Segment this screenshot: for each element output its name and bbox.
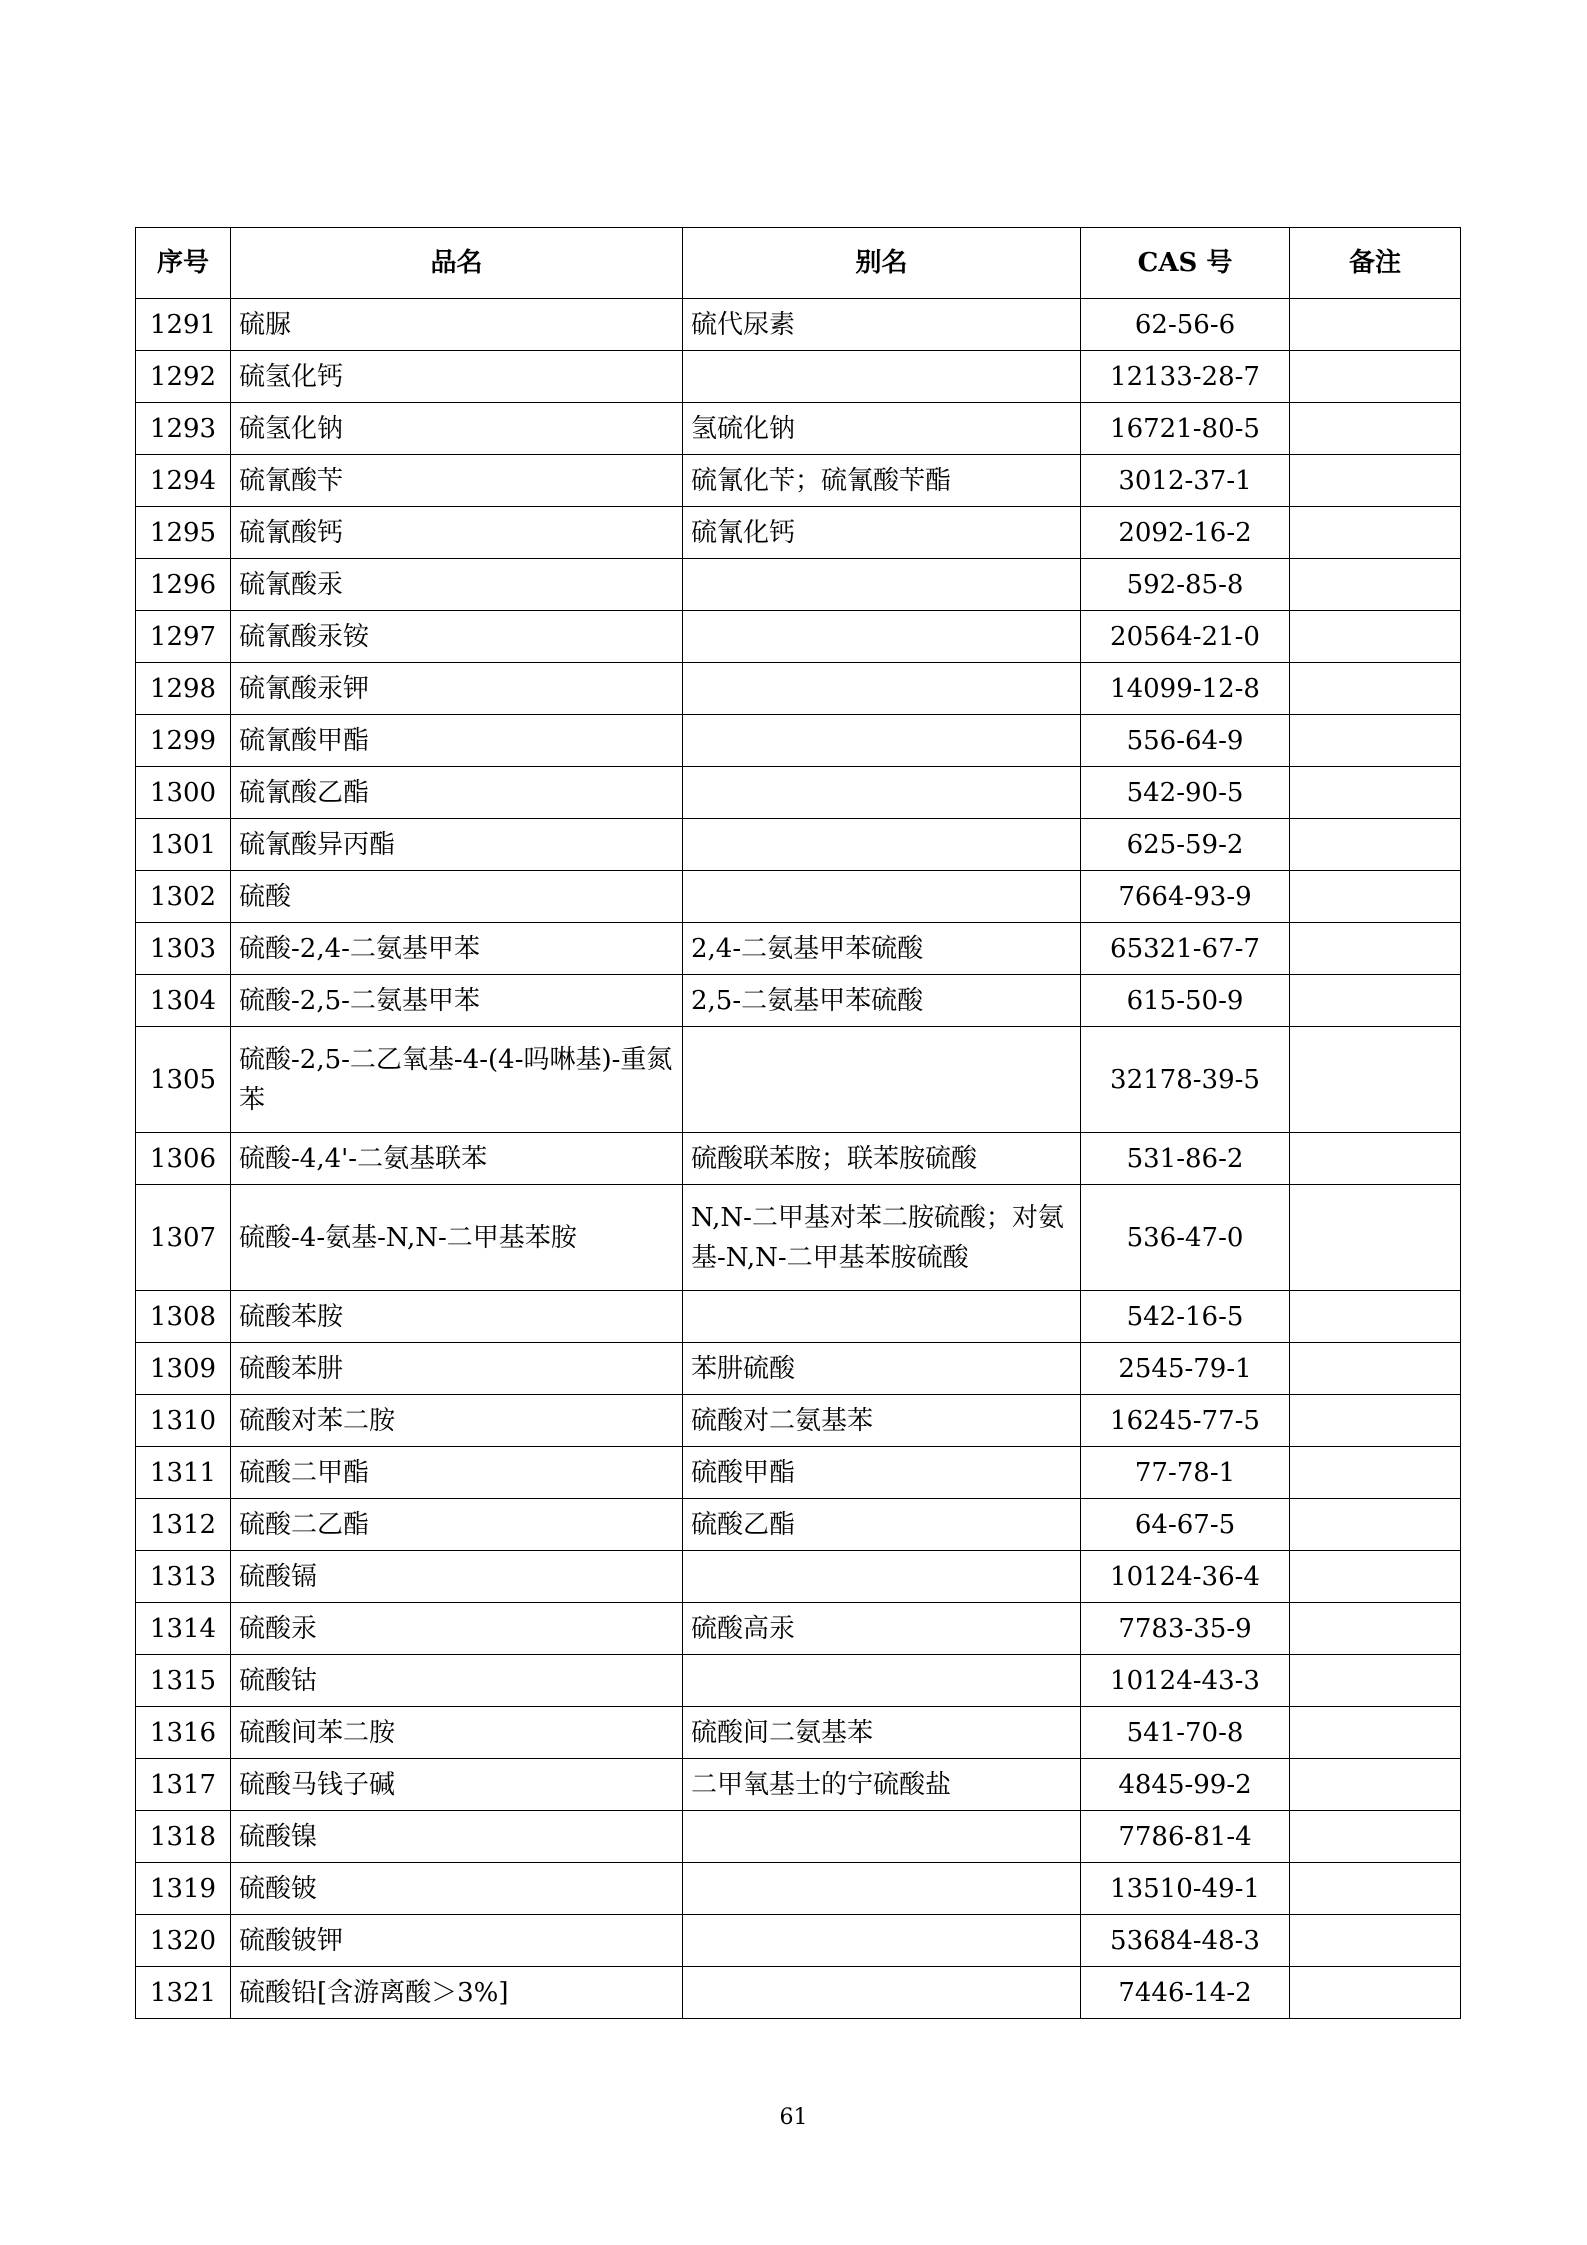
- cell-remarks: [1290, 1395, 1461, 1447]
- cell-product-name: 硫酸-2,5-二氨基甲苯: [231, 975, 683, 1027]
- cell-product-name: 硫酸钴: [231, 1655, 683, 1707]
- table-row: [136, 819, 1461, 871]
- cell-remarks: [1290, 715, 1461, 767]
- table-row: [136, 1133, 1461, 1185]
- cell-alias: [683, 1291, 1081, 1343]
- cell-alias: [683, 1915, 1081, 1967]
- cell-remarks: [1290, 663, 1461, 715]
- cell-product-name: 硫氰酸汞铵: [231, 611, 683, 663]
- cell-remarks: [1290, 1603, 1461, 1655]
- cell-alias: 苯肼硫酸: [683, 1343, 1081, 1395]
- cell-cas-number: 4845-99-2: [1081, 1759, 1290, 1811]
- cell-cas-number: 12133-28-7: [1081, 351, 1290, 403]
- cell-product-name: 硫氰酸汞: [231, 559, 683, 611]
- cell-serial-number: 1295: [136, 507, 231, 559]
- cell-alias: 硫酸乙酯: [683, 1499, 1081, 1551]
- cell-remarks: [1290, 1551, 1461, 1603]
- cell-alias: [683, 663, 1081, 715]
- header-remarks: 备注: [1290, 228, 1461, 299]
- cell-serial-number: 1311: [136, 1447, 231, 1499]
- cell-product-name: 硫酸-2,5-二乙氧基-4-(4-吗啉基)-重氮苯: [231, 1027, 683, 1133]
- cell-cas-number: 556-64-9: [1081, 715, 1290, 767]
- cell-product-name: 硫氰酸汞钾: [231, 663, 683, 715]
- cell-remarks: [1290, 1291, 1461, 1343]
- cell-remarks: [1290, 559, 1461, 611]
- cell-alias: [683, 1811, 1081, 1863]
- cell-cas-number: 65321-67-7: [1081, 923, 1290, 975]
- cell-remarks: [1290, 871, 1461, 923]
- table-row: [136, 975, 1461, 1027]
- cell-cas-number: 7783-35-9: [1081, 1603, 1290, 1655]
- cell-alias: [683, 1655, 1081, 1707]
- cell-serial-number: 1296: [136, 559, 231, 611]
- cell-remarks: [1290, 611, 1461, 663]
- cell-product-name: 硫酸马钱子碱: [231, 1759, 683, 1811]
- table-row: [136, 715, 1461, 767]
- cell-product-name: 硫氰酸异丙酯: [231, 819, 683, 871]
- table-row: [136, 1759, 1461, 1811]
- cell-cas-number: 32178-39-5: [1081, 1027, 1290, 1133]
- cell-remarks: [1290, 1027, 1461, 1133]
- cell-serial-number: 1316: [136, 1707, 231, 1759]
- table-row: [136, 1343, 1461, 1395]
- cell-alias: [683, 351, 1081, 403]
- cell-cas-number: 615-50-9: [1081, 975, 1290, 1027]
- cell-cas-number: 77-78-1: [1081, 1447, 1290, 1499]
- cell-remarks: [1290, 1863, 1461, 1915]
- cell-cas-number: 62-56-6: [1081, 299, 1290, 351]
- cell-alias: [683, 559, 1081, 611]
- cell-alias: [683, 1967, 1081, 2019]
- cell-product-name: 硫酸铅[含游离酸＞3%]: [231, 1967, 683, 2019]
- cell-remarks: [1290, 507, 1461, 559]
- cell-cas-number: 542-90-5: [1081, 767, 1290, 819]
- table-row: [136, 1655, 1461, 1707]
- cell-remarks: [1290, 975, 1461, 1027]
- cell-alias: 硫酸甲酯: [683, 1447, 1081, 1499]
- cell-product-name: 硫酸二甲酯: [231, 1447, 683, 1499]
- cell-alias: 氢硫化钠: [683, 403, 1081, 455]
- cell-serial-number: 1318: [136, 1811, 231, 1863]
- cell-remarks: [1290, 455, 1461, 507]
- cell-cas-number: 7664-93-9: [1081, 871, 1290, 923]
- cell-serial-number: 1320: [136, 1915, 231, 1967]
- cell-alias: 硫氰化钙: [683, 507, 1081, 559]
- header-cas-number: CAS 号: [1081, 228, 1290, 299]
- cell-remarks: [1290, 923, 1461, 975]
- cell-remarks: [1290, 1915, 1461, 1967]
- cell-alias: 2,4-二氨基甲苯硫酸: [683, 923, 1081, 975]
- table-row: [136, 1551, 1461, 1603]
- header-alias: 别名: [683, 228, 1081, 299]
- cell-cas-number: 13510-49-1: [1081, 1863, 1290, 1915]
- table-row: [136, 299, 1461, 351]
- cell-remarks: [1290, 767, 1461, 819]
- cell-cas-number: 541-70-8: [1081, 1707, 1290, 1759]
- table-row: [136, 1185, 1461, 1291]
- cell-serial-number: 1313: [136, 1551, 231, 1603]
- cell-serial-number: 1305: [136, 1027, 231, 1133]
- table-row: [136, 1811, 1461, 1863]
- cell-cas-number: 10124-43-3: [1081, 1655, 1290, 1707]
- cell-serial-number: 1293: [136, 403, 231, 455]
- cell-cas-number: 542-16-5: [1081, 1291, 1290, 1343]
- cell-serial-number: 1308: [136, 1291, 231, 1343]
- cell-cas-number: 16721-80-5: [1081, 403, 1290, 455]
- table-row: [136, 1707, 1461, 1759]
- cell-alias: 硫酸对二氨基苯: [683, 1395, 1081, 1447]
- header-serial-number: 序号: [136, 228, 231, 299]
- cell-alias: 硫氰化苄；硫氰酸苄酯: [683, 455, 1081, 507]
- cell-alias: 2,5-二氨基甲苯硫酸: [683, 975, 1081, 1027]
- table-row: [136, 767, 1461, 819]
- cell-alias: N,N-二甲基对苯二胺硫酸；对氨基-N,N-二甲基苯胺硫酸: [683, 1185, 1081, 1291]
- table-row: [136, 403, 1461, 455]
- table-row: [136, 1499, 1461, 1551]
- cell-cas-number: 2092-16-2: [1081, 507, 1290, 559]
- table-row: [136, 1395, 1461, 1447]
- cell-alias: [683, 767, 1081, 819]
- cell-serial-number: 1304: [136, 975, 231, 1027]
- cell-alias: 硫酸间二氨基苯: [683, 1707, 1081, 1759]
- table-row: [136, 1915, 1461, 1967]
- cell-alias: [683, 611, 1081, 663]
- cell-remarks: [1290, 1185, 1461, 1291]
- cell-remarks: [1290, 1707, 1461, 1759]
- cell-remarks: [1290, 1759, 1461, 1811]
- cell-cas-number: 64-67-5: [1081, 1499, 1290, 1551]
- table-row: [136, 871, 1461, 923]
- cell-serial-number: 1300: [136, 767, 231, 819]
- cell-product-name: 硫酸汞: [231, 1603, 683, 1655]
- cell-serial-number: 1301: [136, 819, 231, 871]
- cell-serial-number: 1291: [136, 299, 231, 351]
- cell-product-name: 硫氰酸乙酯: [231, 767, 683, 819]
- cell-product-name: 硫酸间苯二胺: [231, 1707, 683, 1759]
- cell-product-name: 硫酸: [231, 871, 683, 923]
- cell-serial-number: 1303: [136, 923, 231, 975]
- cell-serial-number: 1310: [136, 1395, 231, 1447]
- cell-product-name: 硫氢化钠: [231, 403, 683, 455]
- cell-product-name: 硫氰酸甲酯: [231, 715, 683, 767]
- cell-serial-number: 1292: [136, 351, 231, 403]
- table-row: [136, 1447, 1461, 1499]
- cell-cas-number: 14099-12-8: [1081, 663, 1290, 715]
- cell-remarks: [1290, 351, 1461, 403]
- table-row: [136, 559, 1461, 611]
- cell-remarks: [1290, 1133, 1461, 1185]
- cell-serial-number: 1314: [136, 1603, 231, 1655]
- cell-cas-number: 20564-21-0: [1081, 611, 1290, 663]
- table-row: [136, 507, 1461, 559]
- cell-cas-number: 625-59-2: [1081, 819, 1290, 871]
- cell-serial-number: 1307: [136, 1185, 231, 1291]
- table-header-row: [136, 228, 1461, 299]
- table-row: [136, 1291, 1461, 1343]
- cell-alias: [683, 1027, 1081, 1133]
- cell-cas-number: 3012-37-1: [1081, 455, 1290, 507]
- chemicals-table: [135, 227, 1461, 2019]
- cell-serial-number: 1302: [136, 871, 231, 923]
- cell-cas-number: 531-86-2: [1081, 1133, 1290, 1185]
- cell-serial-number: 1319: [136, 1863, 231, 1915]
- cell-product-name: 硫酸-2,4-二氨基甲苯: [231, 923, 683, 975]
- cell-cas-number: 2545-79-1: [1081, 1343, 1290, 1395]
- cell-product-name: 硫氰酸苄: [231, 455, 683, 507]
- cell-product-name: 硫酸镉: [231, 1551, 683, 1603]
- cell-remarks: [1290, 1655, 1461, 1707]
- cell-remarks: [1290, 819, 1461, 871]
- cell-alias: [683, 1551, 1081, 1603]
- cell-serial-number: 1321: [136, 1967, 231, 2019]
- cell-product-name: 硫酸苯胺: [231, 1291, 683, 1343]
- cell-product-name: 硫酸铍钾: [231, 1915, 683, 1967]
- cell-serial-number: 1315: [136, 1655, 231, 1707]
- table-row: [136, 1027, 1461, 1133]
- cell-remarks: [1290, 1811, 1461, 1863]
- cell-cas-number: 10124-36-4: [1081, 1551, 1290, 1603]
- cell-cas-number: 536-47-0: [1081, 1185, 1290, 1291]
- cell-alias: [683, 1863, 1081, 1915]
- cell-product-name: 硫酸二乙酯: [231, 1499, 683, 1551]
- cell-product-name: 硫酸-4,4'-二氨基联苯: [231, 1133, 683, 1185]
- table-row: [136, 611, 1461, 663]
- cell-serial-number: 1309: [136, 1343, 231, 1395]
- cell-cas-number: 53684-48-3: [1081, 1915, 1290, 1967]
- table-row: [136, 923, 1461, 975]
- table-row: [136, 1603, 1461, 1655]
- cell-serial-number: 1297: [136, 611, 231, 663]
- header-product-name: 品名: [231, 228, 683, 299]
- cell-product-name: 硫氰酸钙: [231, 507, 683, 559]
- cell-cas-number: 7786-81-4: [1081, 1811, 1290, 1863]
- page-number: 61: [779, 2105, 808, 2130]
- cell-serial-number: 1299: [136, 715, 231, 767]
- cell-alias: 二甲氧基士的宁硫酸盐: [683, 1759, 1081, 1811]
- cell-alias: [683, 819, 1081, 871]
- cell-product-name: 硫酸对苯二胺: [231, 1395, 683, 1447]
- cell-product-name: 硫氢化钙: [231, 351, 683, 403]
- cell-cas-number: 16245-77-5: [1081, 1395, 1290, 1447]
- cell-remarks: [1290, 1343, 1461, 1395]
- cell-alias: [683, 871, 1081, 923]
- cell-remarks: [1290, 1499, 1461, 1551]
- cell-cas-number: 592-85-8: [1081, 559, 1290, 611]
- cell-serial-number: 1298: [136, 663, 231, 715]
- cell-remarks: [1290, 403, 1461, 455]
- table-row: [136, 1967, 1461, 2019]
- cell-alias: 硫代尿素: [683, 299, 1081, 351]
- cell-remarks: [1290, 299, 1461, 351]
- cell-serial-number: 1312: [136, 1499, 231, 1551]
- cell-serial-number: 1294: [136, 455, 231, 507]
- cell-remarks: [1290, 1447, 1461, 1499]
- cell-product-name: 硫酸镍: [231, 1811, 683, 1863]
- cell-product-name: 硫酸-4-氨基-N,N-二甲基苯胺: [231, 1185, 683, 1291]
- cell-product-name: 硫脲: [231, 299, 683, 351]
- cell-alias: 硫酸联苯胺；联苯胺硫酸: [683, 1133, 1081, 1185]
- table-row: [136, 663, 1461, 715]
- table-body: [136, 299, 1461, 2019]
- cell-alias: [683, 715, 1081, 767]
- table-row: [136, 351, 1461, 403]
- cell-serial-number: 1317: [136, 1759, 231, 1811]
- cell-product-name: 硫酸苯肼: [231, 1343, 683, 1395]
- cell-product-name: 硫酸铍: [231, 1863, 683, 1915]
- cell-alias: 硫酸高汞: [683, 1603, 1081, 1655]
- table-row: [136, 455, 1461, 507]
- cell-remarks: [1290, 1967, 1461, 2019]
- cell-cas-number: 7446-14-2: [1081, 1967, 1290, 2019]
- table-row: [136, 1863, 1461, 1915]
- cell-serial-number: 1306: [136, 1133, 231, 1185]
